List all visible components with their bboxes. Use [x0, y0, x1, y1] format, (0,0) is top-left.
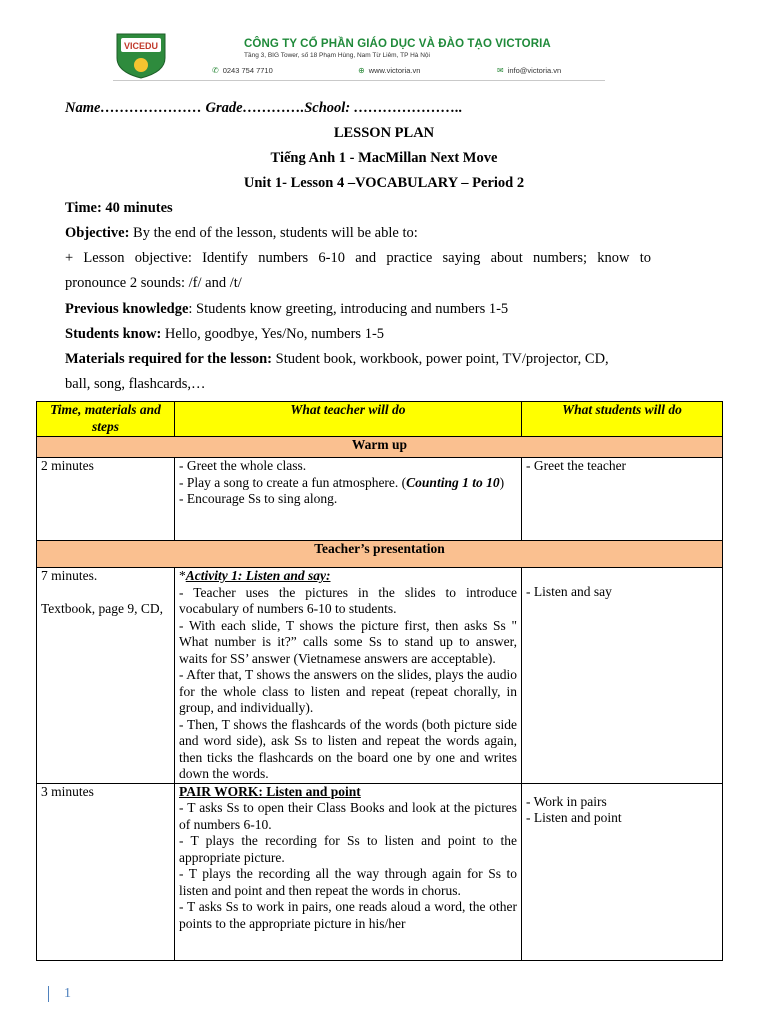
section-row-presentation: [37, 541, 723, 568]
pairwork-students: - Work in pairs - Listen and point: [522, 783, 723, 960]
header-divider: [113, 80, 605, 81]
logo-text: VICEDU: [123, 41, 159, 51]
header-students: What students will do: [522, 402, 723, 437]
materials-line: Materials required for the lesson: Student book, workbook, power point, TV/projector, CD,: [65, 351, 609, 367]
warmup-time: 2 minutes: [37, 458, 175, 541]
students-know-line: Students know: Hello, goodbye, Yes/No, numbers 1-5: [65, 326, 385, 342]
footer-bar: [48, 986, 49, 1002]
phone-icon: ✆: [212, 66, 219, 75]
previous-knowledge-line: Previous knowledge: Students know greeting, introducing and numbers 1-5: [65, 301, 509, 317]
table-row: [37, 783, 723, 960]
section-row-warmup: [37, 437, 723, 458]
lesson-plan-title: LESSON PLAN: [333, 125, 435, 141]
header-teacher: What teacher will do: [175, 402, 522, 437]
course-subtitle: Tiếng Anh 1 - MacMillan Next Move: [270, 150, 498, 166]
company-logo: [113, 30, 169, 80]
section-title-warmup: Warm up: [37, 437, 723, 458]
activity1-time: 7 minutes. Textbook, page 9, CD,: [37, 568, 175, 784]
objective-line: Objective: By the end of the lesson, students will be able to:: [65, 225, 418, 241]
lesson-objective-line-1: + Lesson objective: Identify numbers 6-10 and practice saying about numbers; know to: [65, 250, 651, 266]
section-title-presentation: Teacher’s presentation: [37, 541, 723, 568]
company-name: CÔNG TY CỔ PHẦN GIÁO DỤC VÀ ĐÀO TẠO VICTORIA: [244, 38, 551, 50]
name-grade-school-line: Name………………… Grade………….School: …………………..: [65, 100, 463, 116]
warmup-teacher: - Greet the whole class. - Play a song to create a fun atmosphere. (Counting 1 to 10) - Encourage Ss to sing along.: [175, 458, 522, 541]
company-address: Tầng 3, BIG Tower, số 18 Phạm Hùng, Nam Từ Liêm, TP Hà Nội: [244, 52, 430, 59]
materials-line-2: ball, song, flashcards,…: [65, 376, 206, 392]
page-number: 1: [64, 986, 71, 1001]
activity1-students: - Listen and say: [522, 568, 723, 784]
unit-title: Unit 1- Lesson 4 –VOCABULARY – Period 2: [243, 175, 525, 191]
pairwork-time: 3 minutes: [37, 783, 175, 960]
contact-phone: ✆ 0243 754 7710: [212, 66, 273, 75]
contact-row: [212, 66, 612, 76]
table-header-row: [37, 402, 723, 437]
lesson-plan-table: [36, 401, 723, 961]
globe-icon: ⊕: [358, 66, 365, 75]
pairwork-teacher: PAIR WORK: Listen and point - T asks Ss to open their Class Books and look at the pictures of numbers 6-10. - T plays the recording for Ss to listen and point to the appropriate picture. - T plays the recording all the way through again for Ss to listen and point and then repeat the words in chorus. - T asks Ss to work in pairs, one reads aloud a word, the other points to the appropriate picture in his/her: [175, 783, 522, 960]
lesson-objective-line-2: pronounce 2 sounds: /f/ and /t/: [65, 275, 242, 291]
contact-email[interactable]: ✉ info@victoria.vn: [497, 66, 562, 75]
activity1-teacher: *Activity 1: Listen and say: - Teacher uses the pictures in the slides to introduce vocabulary of numbers 6-10 to students. - With each slide, T shows the picture first, then asks Ss " What number is it?” calls some Ss to stand up to answer, waits for SS’ answer (Vietnamese answers are acceptable). - After that, T shows the answers on the slides, plays the audio for the whole class to listen and repeat (repeat chorally, in group, and individually). - Then, T shows the flashcards of the words (both picture side and word side), ask Ss to listen and repeat the words again, then ticks the flashcards on the board one by one and writes down the words.: [175, 568, 522, 784]
header-time: Time, materials and steps: [37, 402, 175, 437]
warmup-students: - Greet the teacher: [522, 458, 723, 541]
time-label: Time: 40 minutes: [65, 200, 173, 216]
table-row: [37, 568, 723, 784]
contact-website[interactable]: ⊕ www.victoria.vn: [358, 66, 421, 75]
mail-icon: ✉: [497, 66, 504, 75]
table-row: [37, 458, 723, 541]
